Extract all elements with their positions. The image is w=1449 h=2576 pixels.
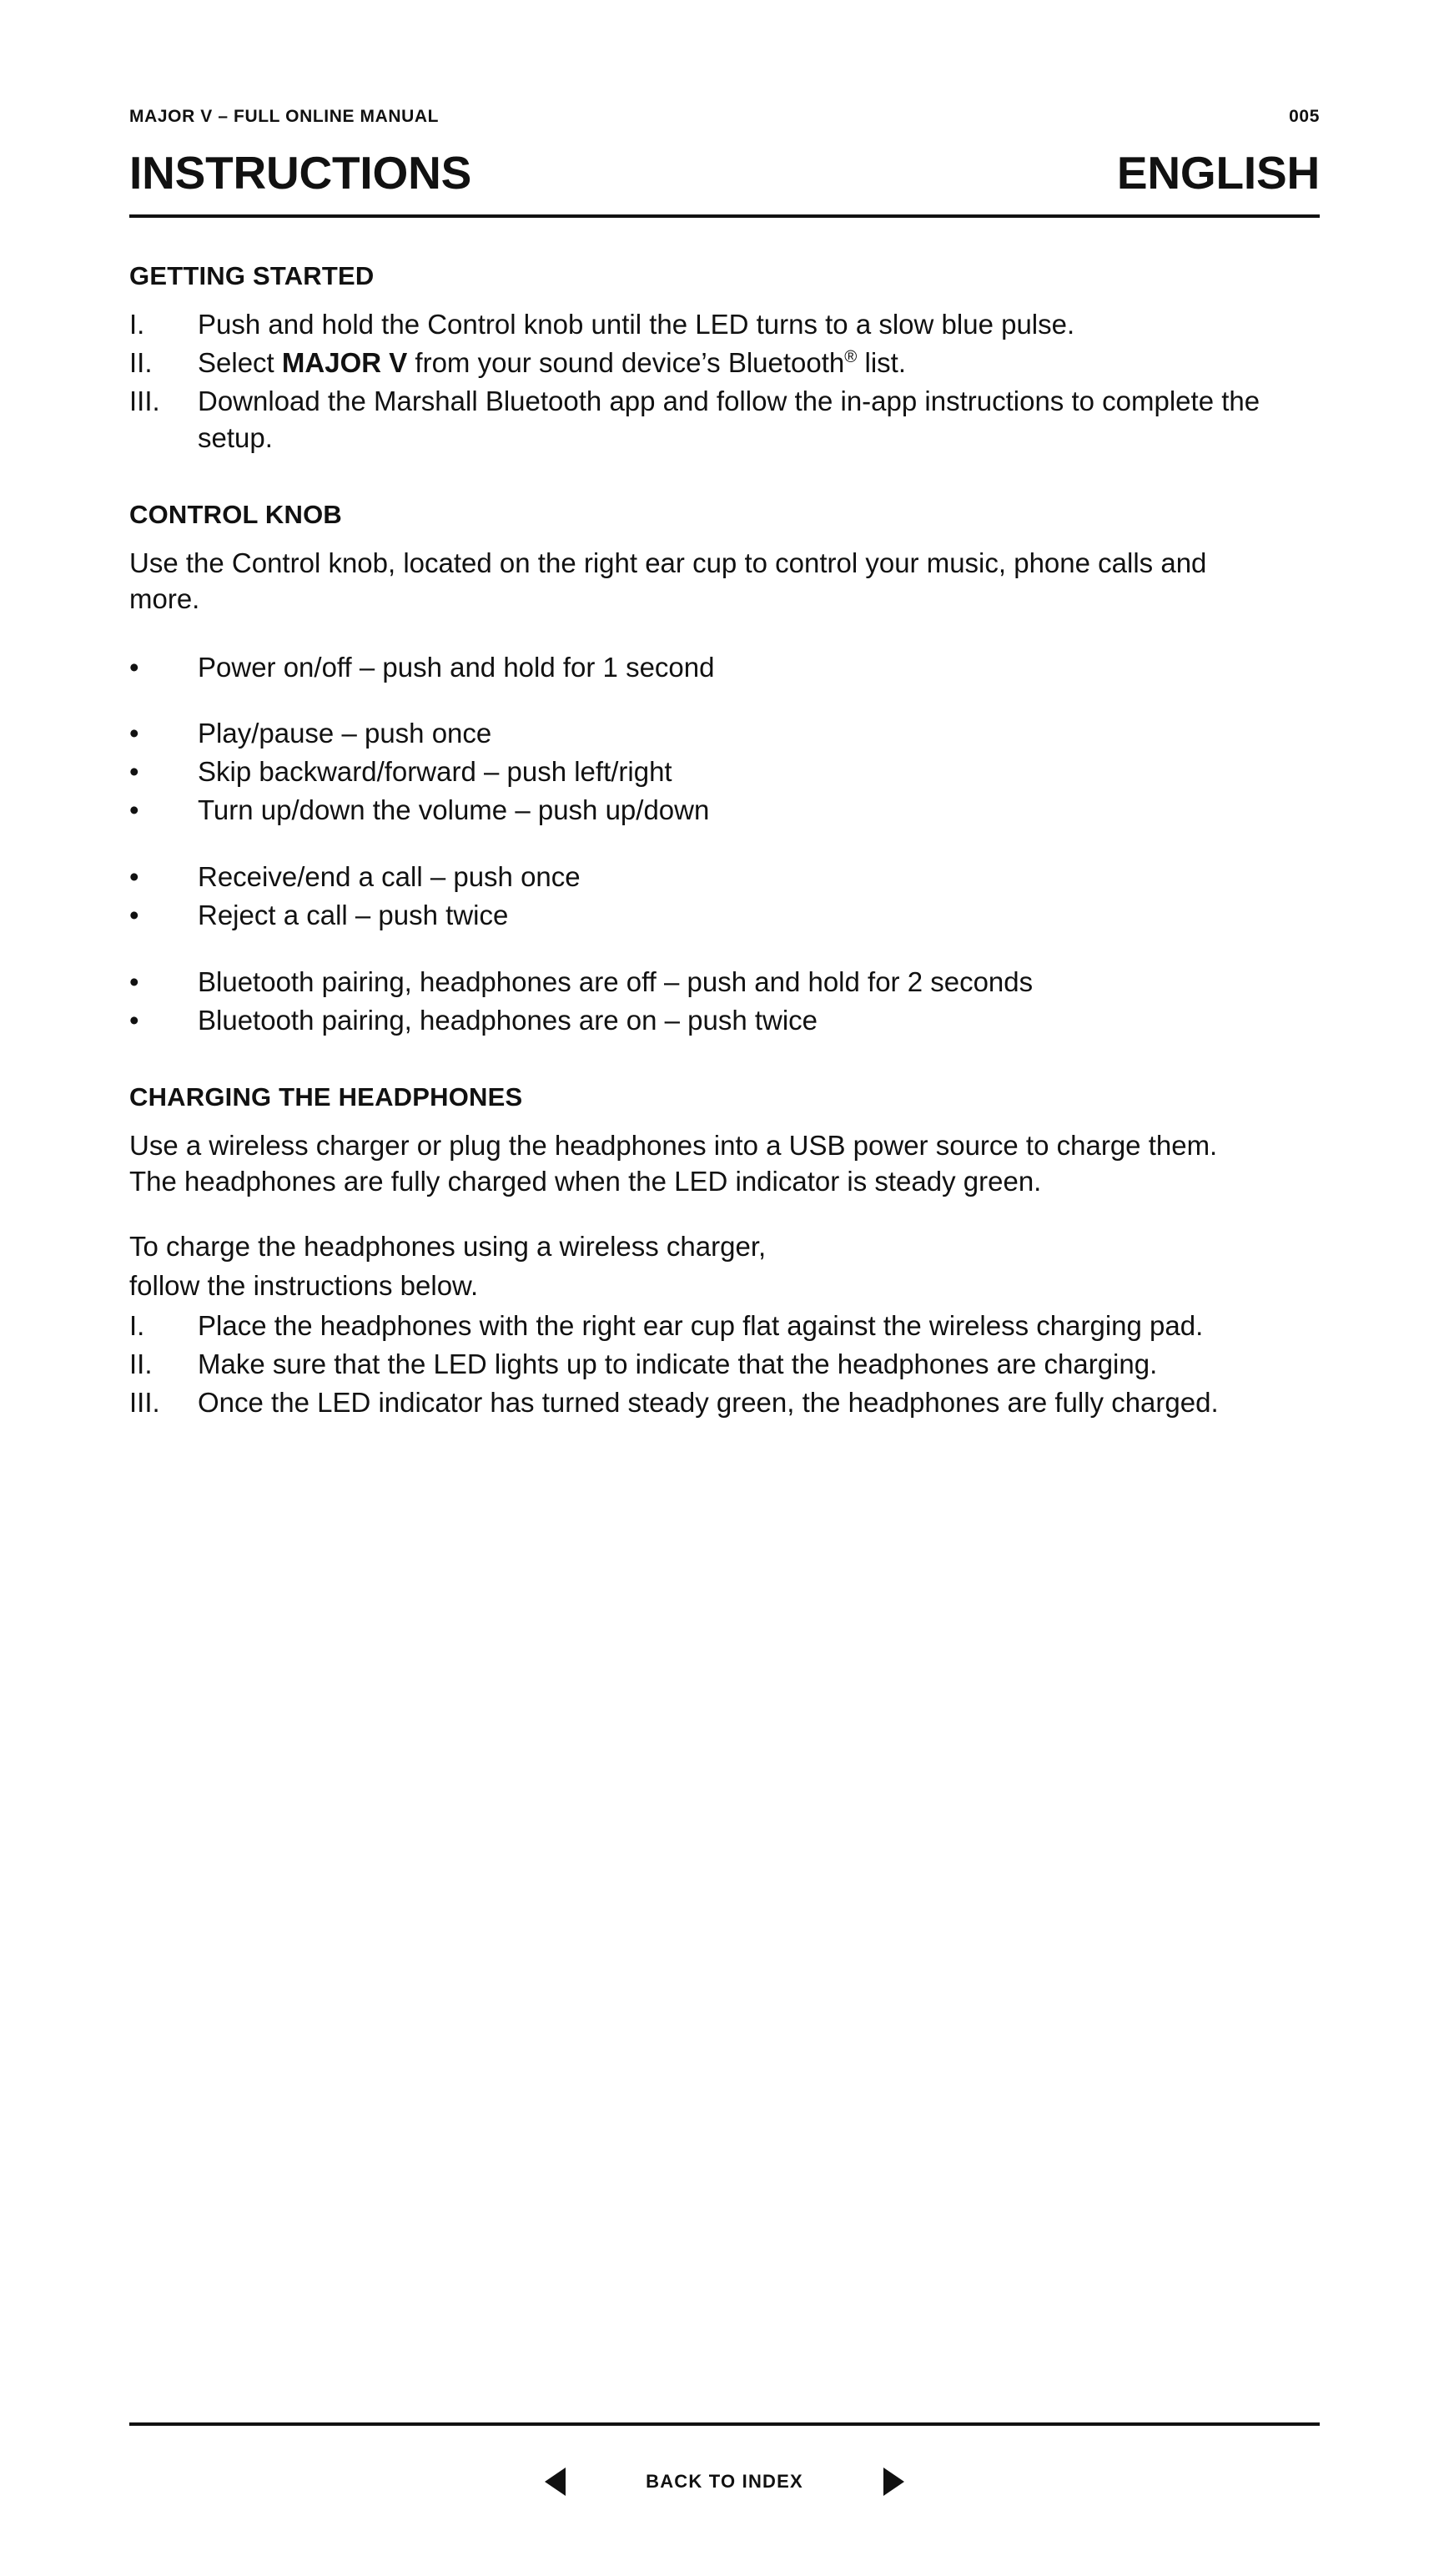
list-item-text: Skip backward/forward – push left/right [198,756,672,788]
triangle-right-icon[interactable] [883,2468,904,2496]
spacer [129,830,1320,859]
page-title: INSTRUCTIONS [129,147,472,199]
bullet-glyph: • [129,794,139,826]
text-fragment: from your sound device’s Bluetooth [407,346,845,378]
spacer [129,621,1320,649]
bullet-glyph: • [129,651,139,683]
control-knob-intro: Use the Control knob, located on the right ear cup to control your music, phone calls and more. [129,547,1207,615]
list-item [129,964,1320,1001]
list-item [129,345,1320,381]
text-fragment: list. [857,346,907,378]
list-marker: II. [129,346,153,378]
list-item-text: Turn up/down the volume – push up/down [198,794,710,826]
list-marker: I. [129,1309,145,1341]
list-item-text: Once the LED indicator has turned steady green, the headphones are fully charged. [198,1386,1219,1418]
list-marker: III. [129,385,160,416]
text-fragment: Select [198,346,282,378]
list-item [129,1308,1320,1344]
list-item-text: Make sure that the LED lights up to indicate that the headphones are charging. [198,1348,1158,1379]
bullet-glyph: • [129,965,139,997]
triangle-left-icon[interactable] [545,2468,566,2496]
list-item-text: Download the Marshall Bluetooth app and follow the in-app instructions to complete the setup. [198,385,1260,453]
control-knob-power-list [129,649,1320,686]
list-item [129,1384,1320,1421]
section-heading-charging: CHARGING THE HEADPHONES [129,1081,523,1112]
language-label: ENGLISH [1116,147,1320,199]
list-item [129,306,1320,343]
list-item-text: Bluetooth pairing, headphones are off – push and hold for 2 seconds [198,965,1034,997]
list-item-text [198,345,1299,381]
list-item-text: Push and hold the Control knob until the LED turns to a slow blue pulse. [198,309,1075,340]
control-knob-playback-list [129,715,1320,829]
list-item [129,1002,1320,1039]
list-item [129,754,1320,790]
list-item-text: Play/pause – push once [198,718,492,749]
title-divider [129,214,1320,218]
charging-steps-list [129,1308,1320,1421]
list-item [129,383,1320,456]
bullet-glyph: • [129,718,139,749]
charging-paragraph-2-line-2: follow the instructions below. [129,1270,479,1302]
list-item-text: Receive/end a call – push once [198,861,581,893]
list-item [129,649,1320,686]
page-number: 005 [1289,107,1320,126]
registered-mark: ® [844,346,858,366]
list-marker: I. [129,309,145,340]
section-control-knob [129,500,1320,1039]
section-charging [129,1082,1320,1421]
page-footer [129,2422,1320,2576]
page-header [129,0,1320,127]
bullet-glyph: • [129,756,139,788]
list-item [129,792,1320,829]
footer-navigation [129,2426,1320,2576]
back-to-index-link[interactable]: BACK TO INDEX [646,2471,803,2492]
control-knob-bluetooth-list [129,964,1320,1039]
list-item-text: Bluetooth pairing, headphones are on – push twice [198,1004,818,1036]
product-name: MAJOR V [281,346,408,378]
manual-title: MAJOR V – FULL ONLINE MANUAL [129,107,440,126]
list-item-text: Reject a call – push twice [198,899,509,930]
charging-paragraph-2-line-1: To charge the headphones using a wireless charger, [129,1230,767,1262]
bullet-glyph: • [129,861,139,893]
list-marker: II. [129,1348,153,1379]
list-item-text: Place the headphones with the right ear cup flat against the wireless charging pad. [198,1309,1204,1341]
list-marker: III. [129,1386,160,1418]
list-item [129,1346,1320,1383]
spacer [129,1203,1320,1228]
control-knob-calls-list [129,859,1320,934]
list-item [129,897,1320,934]
list-item [129,715,1320,752]
bullet-glyph: • [129,1004,139,1036]
title-row [129,147,1320,199]
list-item [129,859,1320,895]
section-heading-getting-started: GETTING STARTED [129,261,375,290]
spacer [129,687,1320,715]
list-item-text: Power on/off – push and hold for 1 second [198,651,715,683]
spacer [129,935,1320,964]
getting-started-list [129,306,1320,456]
section-getting-started [129,261,1320,456]
section-heading-control-knob: CONTROL KNOB [129,499,342,529]
bullet-glyph: • [129,899,139,930]
charging-paragraph-1: Use a wireless charger or plug the headphones into a USB power source to charge them. The headphones are fully charged when the LED indicator is steady green. [129,1129,1218,1197]
